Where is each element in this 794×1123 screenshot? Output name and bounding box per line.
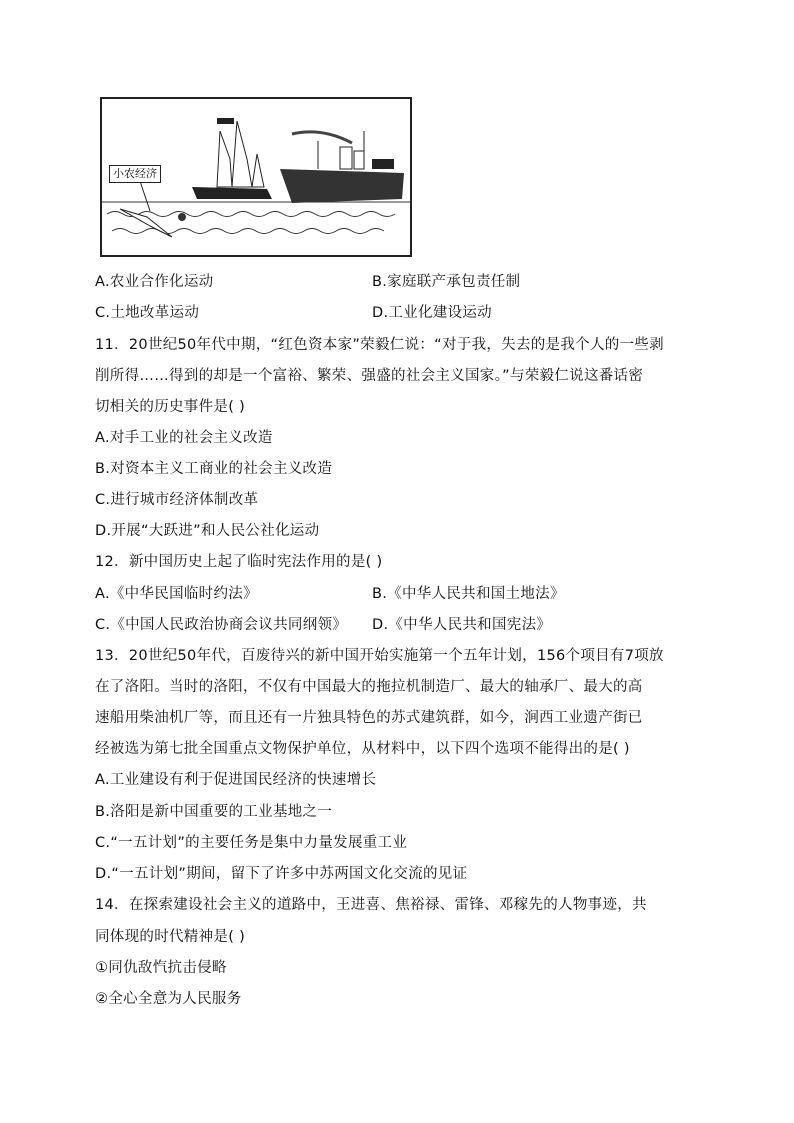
q13-stem-line: 13．20世纪50年代，百废待兴的新中国开始实施第一个五年计划，156个项目有7项放 [95, 648, 664, 664]
cartoon-illustration [100, 97, 412, 257]
q11-stem-line: 切相关的历史事件是( ) [95, 399, 246, 415]
q14-item-1: ①同仇敌忾抗击侵略 [95, 960, 227, 976]
q14-stem-line: 14．在探索建设社会主义的道路中，王进喜、焦裕禄、雷锋、邓稼先的人物事迹，共 [95, 897, 647, 913]
q11-option-d: D.开展“大跃进”和人民公社化运动 [95, 523, 320, 539]
small-peasant-economy-label: 小农经济 [109, 165, 161, 183]
q10-option-d: D.工业化建设运动 [372, 305, 492, 321]
q12-option-d: D.《中华人民共和国宪法》 [372, 617, 552, 633]
q13-option-c: C.“一五计划”的主要任务是集中力量发展重工业 [95, 835, 408, 851]
q13-option-b: B.洛阳是新中国重要的工业基地之一 [95, 804, 333, 820]
q14-item-2: ②全心全意为人民服务 [95, 991, 242, 1007]
q12-stem-line: 12．新中国历史上起了临时宪法作用的是( ) [95, 554, 383, 570]
q14-stem-line: 同体现的时代精神是( ) [95, 929, 246, 945]
q11-option-b: B.对资本主义工商业的社会主义改造 [95, 461, 333, 477]
q13-option-d: D.“一五计划”期间，留下了许多中苏两国文化交流的见证 [95, 866, 468, 882]
q13-stem-line: 在了洛阳。当时的洛阳，不仅有中国最大的拖拉机制造厂、最大的轴承厂、最大的高 [95, 679, 643, 695]
q13-stem-line: 经被选为第七批全国重点文物保护单位，从材料中，以下四个选项不能得出的是( ) [95, 741, 630, 757]
q11-option-c: C.进行城市经济体制改革 [95, 492, 259, 508]
q10-option-c: C.土地改革运动 [95, 305, 200, 321]
q11-stem-line: 11．20世纪50年代中期，“红色资本家”荣毅仁说：“对于我，失去的是我个人的一些剥 [95, 337, 664, 353]
q13-stem-line: 速船用柴油机厂等，而且还有一片独具特色的苏式建筑群，如今，涧西工业遗产街已 [95, 710, 643, 726]
q12-option-c: C.《中国人民政治协商会议共同纲领》 [95, 617, 348, 633]
q10-option-a: A.农业合作化运动 [95, 274, 214, 290]
q12-option-a: A.《中华民国临时约法》 [95, 586, 258, 602]
q11-option-a: A.对手工业的社会主义改造 [95, 430, 273, 446]
q10-option-b: B.家庭联产承包责任制 [372, 274, 521, 290]
q11-stem-line: 削所得……得到的却是一个富裕、繁荣、强盛的社会主义国家。”与荣毅仁说这番话密 [95, 368, 644, 384]
q12-option-b: B.《中华人民共和国土地法》 [372, 586, 565, 602]
q13-option-a: A.工业建设有利于促进国民经济的快速增长 [95, 772, 377, 788]
